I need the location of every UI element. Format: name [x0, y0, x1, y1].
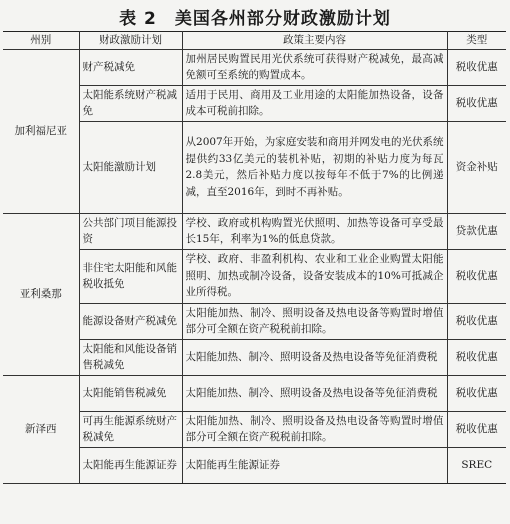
table-title: 表 2 美国各州部分财政激励计划	[119, 9, 391, 29]
type-cell: 税收优惠	[447, 49, 506, 85]
program-cell: 太阳能销售税减免	[79, 375, 182, 411]
policy-cell: 从2007年开始，为家庭安装和商用并网发电的光伏系统提供约33亿美元的装机补贴，初期的补贴力度为每瓦2.8美元，然后补贴力度以按每年不低于7%的比例递减，直至2016年，到时不再补贴。	[182, 121, 447, 213]
table-row	[3, 85, 506, 121]
type-cell: 税收优惠	[447, 411, 506, 447]
type-cell: 税收优惠	[447, 85, 506, 121]
header-row	[3, 32, 506, 50]
program-cell: 可再生能源系统财产税减免	[79, 411, 182, 447]
column-header-policy: 政策主要内容	[182, 32, 447, 50]
policy-cell: 太阳能加热、制冷、照明设备及热电设备等购置时增值部分可全额在资产税税前扣除。	[182, 411, 447, 447]
table-row	[3, 213, 506, 249]
table-row	[3, 339, 506, 375]
type-cell: 资金补贴	[447, 121, 506, 213]
program-cell: 太阳能和风能设备销售税减免	[79, 339, 182, 375]
policy-cell: 学校、政府、非盈利机构、农业和工业企业购置太阳能照明、加热或制冷设备，设备安装成本的10%可抵减企业所得税。	[182, 249, 447, 303]
table-row	[3, 375, 506, 411]
type-cell: 税收优惠	[447, 249, 506, 303]
policy-cell: 加州居民购置民用光伏系统可获得财产税减免，最高减免额可至系统的购置成本。	[182, 49, 447, 85]
table-row	[3, 447, 506, 483]
column-header-state: 州别	[3, 32, 79, 50]
incentive-table	[3, 31, 506, 484]
program-cell: 非住宅太阳能和风能税收抵免	[79, 249, 182, 303]
program-cell: 财产税减免	[79, 49, 182, 85]
type-cell: SREC	[447, 447, 506, 483]
policy-cell: 太阳能再生能源证券	[182, 447, 447, 483]
policy-cell: 太阳能加热、制冷、照明设备及热电设备等免征消费税	[182, 375, 447, 411]
table-row	[3, 411, 506, 447]
program-cell: 太阳能激励计划	[79, 121, 182, 213]
table-row	[3, 121, 506, 213]
state-cell: 新泽西	[3, 375, 79, 483]
policy-cell: 适用于民用、商用及工业用途的太阳能加热设备，设备成本可税前扣除。	[182, 85, 447, 121]
type-cell: 税收优惠	[447, 339, 506, 375]
table-row	[3, 249, 506, 303]
column-header-program: 财政激励计划	[79, 32, 182, 50]
column-header-type: 类型	[447, 32, 506, 50]
state-cell: 加利福尼亚	[3, 49, 79, 213]
table-row	[3, 49, 506, 85]
program-cell: 能源设备财产税减免	[79, 303, 182, 339]
policy-cell: 学校、政府或机构购置光伏照明、加热等设备可享受最长15年，利率为1%的低息贷款。	[182, 213, 447, 249]
policy-cell: 太阳能加热、制冷、照明设备及热电设备等免征消费税	[182, 339, 447, 375]
type-cell: 税收优惠	[447, 375, 506, 411]
type-cell: 税收优惠	[447, 303, 506, 339]
type-cell: 贷款优惠	[447, 213, 506, 249]
program-cell: 太阳能系统财产税减免	[79, 85, 182, 121]
state-cell: 亚利桑那	[3, 213, 79, 375]
program-cell: 太阳能再生能源证券	[79, 447, 182, 483]
policy-cell: 太阳能加热、制冷、照明设备及热电设备等购置时增值部分可全额在资产税税前扣除。	[182, 303, 447, 339]
program-cell: 公共部门项目能源投资	[79, 213, 182, 249]
table-row	[3, 303, 506, 339]
